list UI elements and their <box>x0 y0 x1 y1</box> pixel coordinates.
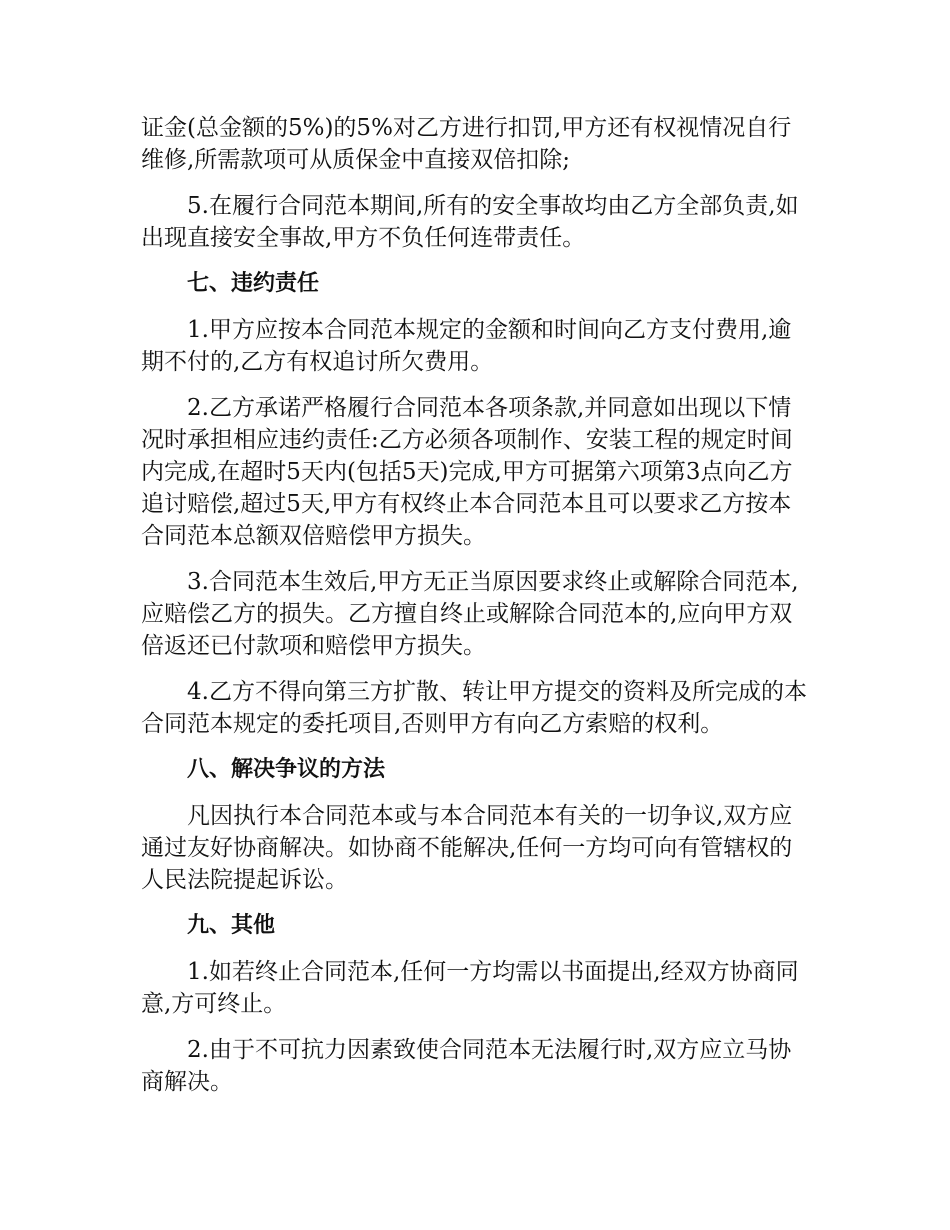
section-heading-breach: 七、违约责任 <box>187 271 320 296</box>
paragraph-breach-2: 2.乙方承诺严格履行合同范本各项条款,并同意如出现以下情况时承担相应违约责任:乙方必须各项制作、安装工程的规定时间内完成,在超时5天内(包括5天)完成,甲方可据第六项第3点向乙方追讨赔偿,超过5天,甲方有权终止本合同范本且可以要求乙方按本合同范本总额双倍赔偿甲方损失。 <box>141 395 793 549</box>
document-page <box>141 112 811 1112</box>
paragraph-breach-3: 3.合同范本生效后,甲方无正当原因要求终止或解除合同范本,应赔偿乙方的损失。乙方擅自终止或解除合同范本的,应向甲方双倍返还已付款项和赔偿甲方损失。 <box>141 569 799 659</box>
paragraph-deposit-deduction: 证金(总金额的5%)的5%对乙方进行扣罚,甲方还有权视情况自行维修,所需款项可从质保金中直接双倍扣除; <box>141 115 792 173</box>
paragraph-other-2: 2.由于不可抗力因素致使合同范本无法履行时,双方应立马协商解决。 <box>141 1037 792 1095</box>
paragraph-dispute: 凡因执行本合同范本或与本合同范本有关的一切争议,双方应通过友好协商解决。如协商不能解决,任何一方均可向有管辖权的人民法院提起诉讼。 <box>141 803 793 893</box>
paragraph-breach-1: 1.甲方应按本合同范本规定的金额和时间向乙方支付费用,逾期不付的,乙方有权追讨所欠费用。 <box>141 317 792 375</box>
paragraph-safety-liability: 5.在履行合同范本期间,所有的安全事故均由乙方全部负责,如出现直接安全事故,甲方不负任何连带责任。 <box>141 193 799 251</box>
section-heading-other: 九、其他 <box>187 913 276 938</box>
paragraph-breach-4: 4.乙方不得向第三方扩散、转让甲方提交的资料及所完成的本合同范本规定的委托项目,否则甲方有向乙方索赔的权利。 <box>141 679 807 737</box>
section-heading-dispute: 八、解决争议的方法 <box>187 757 386 782</box>
paragraph-other-1: 1.如若终止合同范本,任何一方均需以书面提出,经双方协商同意,方可终止。 <box>141 959 799 1017</box>
